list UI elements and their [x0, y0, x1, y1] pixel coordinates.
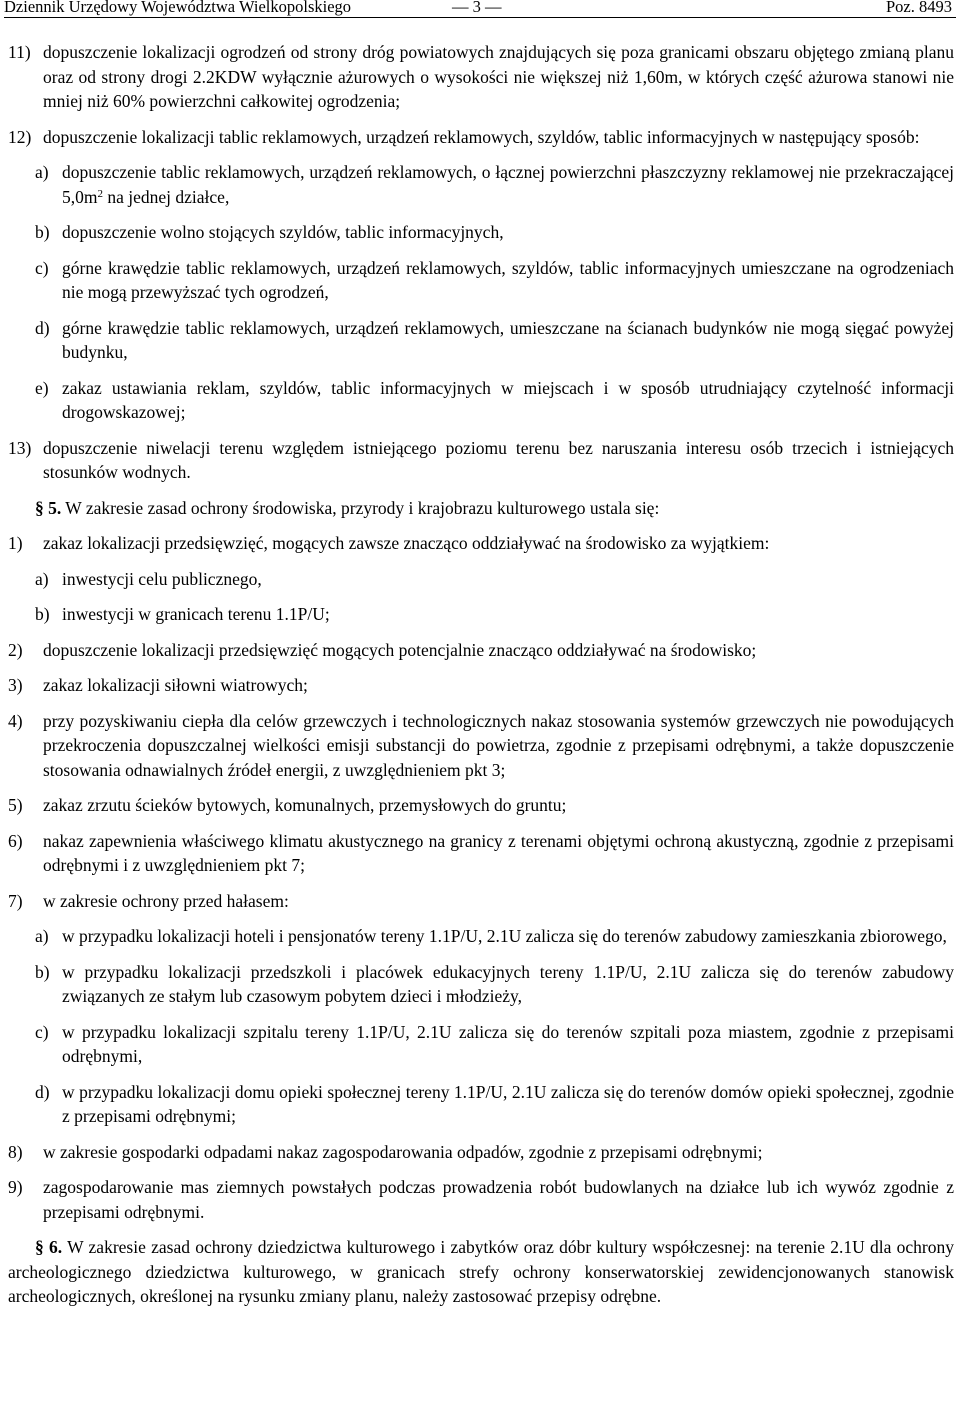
- item-number: a): [35, 926, 49, 946]
- item-number: 7): [8, 890, 23, 911]
- item-number: d): [35, 1081, 50, 1102]
- list-item: [8, 829, 954, 878]
- list-item: [35, 1080, 954, 1129]
- section-text: W zakresie zasad ochrony dziedzictwa kulturowego i zabytków oraz dóbr kultury współczesnej: na terenie 2.1U dla ochrony archeologicznego dziedzictwa kulturowego, w granicach strefy ochrony konserwatorskiej zewidencjonowanych stanowisk archeologicznych, określonej na rysunku zmiany planu, należy zastosować przepisy odrębne.: [8, 1237, 955, 1306]
- item-number: 6): [8, 830, 23, 851]
- item-text: zakaz lokalizacji przedsięwzięć, mogących zawsze znacząco oddziaływać na środowisko za wyjątkiem:: [43, 533, 770, 553]
- item-text: zakaz ustawiania reklam, szyldów, tablic informacyjnych w miejscach i w sposób utrudniający czytelność informacji drogowskazowej;: [62, 377, 954, 422]
- item-text: zakaz lokalizacji siłowni wiatrowych;: [43, 675, 308, 695]
- item-number: 12): [8, 126, 32, 147]
- item-number: a): [35, 162, 49, 182]
- position-number: Poz. 8493: [886, 0, 952, 16]
- list-item: [35, 220, 954, 245]
- item-number: 13): [8, 437, 32, 458]
- list-item: [8, 1175, 954, 1224]
- item-text: w przypadku lokalizacji hoteli i pensjonatów tereny 1.1P/U, 2.1U zalicza się do terenów zabudowy zamieszkania zbiorowego,: [62, 926, 947, 946]
- item-number: d): [35, 317, 50, 338]
- item-text: nakaz zapewnienia właściwego klimatu akustycznego na granicy z terenami objętymi ochroną akustyczną, zgodnie z przepisami odrębnymi i z uwzględnieniem pkt 7;: [43, 830, 954, 875]
- list-item: [35, 316, 954, 365]
- list-item: [35, 924, 954, 949]
- item-number: 11): [8, 42, 31, 62]
- item-number: 9): [8, 1177, 23, 1197]
- item-number: 4): [8, 710, 23, 731]
- item-number: c): [35, 1021, 49, 1042]
- list-item: [35, 567, 954, 592]
- document-body: [8, 40, 954, 1320]
- list-item: [8, 531, 954, 556]
- list-item: [8, 638, 954, 663]
- item-number: b): [35, 961, 50, 982]
- list-item: [8, 793, 954, 818]
- list-item: [35, 376, 954, 425]
- item-number: 3): [8, 675, 23, 695]
- item-text: zagospodarowanie mas ziemnych powstałych podczas prowadzenia robót budowlanych na działce lub ich wywóz zgodnie z przepisami odrębnymi.: [43, 1177, 954, 1222]
- section-mark: § 5.: [35, 497, 62, 518]
- section-mark: § 6.: [35, 1237, 63, 1257]
- item-text: inwestycji w granicach terenu 1.1P/U;: [62, 604, 330, 624]
- list-item: [8, 889, 954, 914]
- item-number: c): [35, 257, 49, 278]
- item-text: w zakresie gospodarki odpadami nakaz zagospodarowania odpadów, zgodnie z przepisami odrębnymi;: [43, 1141, 763, 1162]
- list-item: [8, 125, 954, 150]
- section-text: W zakresie zasad ochrony środowiska, przyrody i krajobrazu kulturowego ustala się:: [61, 497, 660, 518]
- item-text: dopuszczenie niwelacji terenu względem istniejącego poziomu terenu bez naruszania interesu osób trzecich i istniejących stosunków wodnych.: [43, 437, 954, 482]
- page-number: — 3 —: [452, 0, 502, 16]
- journal-title: Dziennik Urzędowy Województwa Wielkopolskiego: [4, 0, 352, 16]
- header-rule: [4, 17, 956, 18]
- item-text: inwestycji celu publicznego,: [62, 568, 262, 589]
- item-text: w przypadku lokalizacji przedszkoli i placówek edukacyjnych tereny 1.1P/U, 2.1U zalicza się do terenów zabudowy związanych ze stałym lub czasowym pobytem dzieci i młodzieży,: [62, 961, 954, 1006]
- list-item: [35, 160, 954, 209]
- item-number: 1): [8, 533, 23, 553]
- item-text: przy pozyskiwaniu ciepła dla celów grzewczych i technologicznych nakaz stosowania systemów grzewczych nie powodujących przekroczenia dopuszczalnej wielkości emisji substancji do powietrza, zgodnie z przepisami odrębnymi, a także dopuszczenie stosowania odnawialnych źródeł energii, z uwzględnieniem pkt 3;: [43, 710, 954, 780]
- list-item: [8, 709, 954, 783]
- item-number: 8): [8, 1141, 23, 1162]
- list-item: [35, 602, 954, 627]
- list-item: [35, 1020, 954, 1069]
- item-text: dopuszczenie lokalizacji przedsięwzięć mogących potencjalnie znacząco oddziaływać na środowisko;: [43, 639, 757, 660]
- list-item: [8, 436, 954, 485]
- item-text: dopuszczenie lokalizacji tablic reklamowych, urządzeń reklamowych, szyldów, tablic informacyjnych w następujący sposób:: [43, 126, 920, 147]
- item-number: 5): [8, 795, 23, 815]
- item-text: górne krawędzie tablic reklamowych, urządzeń reklamowych, umieszczane na ścianach budynków nie mogą sięgać powyżej budynku,: [62, 317, 954, 362]
- list-item: [35, 256, 954, 305]
- page-header: [4, 0, 956, 18]
- list-item: [8, 1140, 954, 1165]
- list-item: [35, 960, 954, 1009]
- item-text: w przypadku lokalizacji szpitalu tereny 1.1P/U, 2.1U zalicza się do terenów szpitali poza miastem, zgodnie z przepisami odrębnymi,: [62, 1021, 954, 1066]
- item-number: 2): [8, 639, 23, 660]
- item-text: dopuszczenie lokalizacji ogrodzeń od strony dróg powiatowych znajdujących się poza granicami obszaru objętego zmianą planu oraz od strony drogi 2.2KDW wyłącznie ażurowych o wysokości nie większej niż 1,60m, w których część ażurowa stanowi nie mniej niż 60% powierzchni całkowitej ogrodzenia;: [43, 42, 954, 111]
- item-text: dopuszczenie tablic reklamowych, urządzeń reklamowych, o łącznej powierzchni płaszczyzny reklamowej nie przekraczającej $5,0m^2$ na jednej działce,: [62, 162, 954, 207]
- section-5-heading: [8, 496, 954, 521]
- list-item: [8, 673, 954, 698]
- item-number: e): [35, 377, 49, 398]
- item-number: b): [35, 222, 50, 242]
- item-text: zakaz zrzutu ścieków bytowych, komunalnych, przemysłowych do gruntu;: [43, 795, 567, 815]
- item-text: w zakresie ochrony przed hałasem:: [43, 890, 289, 911]
- item-text: w przypadku lokalizacji domu opieki społecznej tereny 1.1P/U, 2.1U zalicza się do terenów domów opieki społecznej, zgodnie z przepisami odrębnymi;: [62, 1081, 954, 1126]
- list-item: [8, 40, 954, 114]
- item-number: b): [35, 604, 50, 624]
- item-text: górne krawędzie tablic reklamowych, urządzeń reklamowych, szyldów, tablic informacyjnych umieszczane na ogrodzeniach nie mogą przewyższać tych ogrodzeń,: [62, 257, 954, 302]
- section-6-paragraph: [8, 1235, 954, 1309]
- item-number: a): [35, 568, 49, 589]
- item-text: dopuszczenie wolno stojących szyldów, tablic informacyjnych,: [62, 222, 504, 242]
